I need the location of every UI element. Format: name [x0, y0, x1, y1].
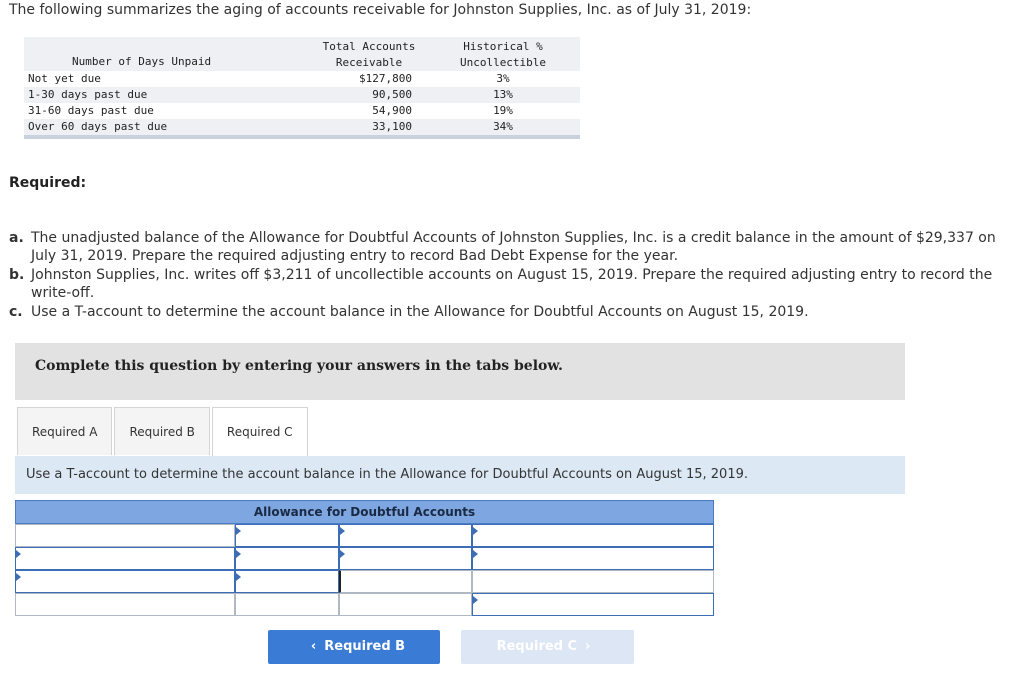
table-row: [24, 103, 580, 119]
t-account-title: Allowance for Doubtful Accounts: [15, 500, 714, 524]
question-letter: b.: [9, 267, 25, 283]
debit-label-input[interactable]: [15, 570, 235, 593]
tab-instruction: Use a T-account to determine the account balance in the Allowance for Doubtful Accounts on August 15, 2019.: [15, 456, 905, 494]
header-pct-line1: Historical %: [463, 40, 543, 53]
header-receivable-line2: Receivable: [335, 56, 403, 69]
question-text: Johnston Supplies, Inc. writes off $3,211 of uncollectible accounts on August 15, 2019. Prepare the required adjusting entry to record the write-off.: [31, 267, 993, 301]
input-marker-icon: [340, 550, 345, 558]
tab-required-b[interactable]: Required B: [114, 407, 209, 455]
question-text: The unadjusted balance of the Allowance for Doubtful Accounts of Johnston Supplies, Inc. is a credit balance in the amount of $29,337 on July 31, 2019. Prepare the required adjusting entry to record Bad Debt Expense for the year.: [31, 230, 996, 264]
credit-amount-cell: [472, 570, 714, 593]
next-button-label: Required C: [496, 639, 578, 654]
balance-date-cell: [339, 593, 472, 616]
row-pct: 19%: [493, 104, 513, 117]
row-days: 31-60 days past due: [28, 104, 154, 117]
balance-credit-input[interactable]: [472, 593, 714, 616]
header-total-receivable: [314, 39, 424, 71]
t-account: [15, 500, 714, 616]
balance-label-cell: [15, 593, 235, 616]
row-pct: 3%: [496, 72, 510, 85]
t-account-row: [15, 547, 714, 570]
row-amount: 33,100: [372, 120, 412, 133]
credit-amount-input[interactable]: [472, 547, 714, 570]
table-row: [24, 119, 580, 135]
row-days: Not yet due: [28, 72, 101, 85]
question-list: [9, 229, 1009, 322]
header-receivable-line1: Total Accounts: [322, 40, 416, 53]
input-marker-icon: [236, 550, 241, 558]
question-letter: a.: [9, 230, 24, 246]
prev-required-b-button[interactable]: [268, 630, 440, 664]
row-amount: 90,500: [372, 88, 412, 101]
input-marker-icon: [236, 573, 241, 581]
credit-date-input[interactable]: [339, 547, 472, 570]
input-marker-icon: [473, 596, 478, 604]
table-row: [24, 87, 580, 103]
question-letter: c.: [9, 304, 23, 320]
debit-label-input[interactable]: [15, 547, 235, 570]
tab-required-c[interactable]: Required C: [212, 407, 308, 457]
balance-debit-cell: [235, 593, 339, 616]
row-amount: 54,900: [372, 104, 412, 117]
aging-table: [24, 37, 580, 139]
row-days: Over 60 days past due: [28, 120, 168, 133]
row-pct: 13%: [493, 88, 513, 101]
next-required-c-button[interactable]: [461, 630, 634, 664]
input-marker-icon: [340, 527, 345, 535]
header-historical-pct: [448, 39, 558, 71]
aging-table-header: [24, 37, 580, 71]
debit-amount-input[interactable]: [235, 570, 339, 593]
input-marker-icon: [473, 527, 478, 535]
intro-text: The following summarizes the aging of accounts receivable for Johnston Supplies, Inc. as of July 31, 2019:: [9, 2, 752, 18]
instructions-banner: Complete this question by entering your answers in the tabs below.: [15, 343, 905, 400]
credit-amount-input[interactable]: [472, 524, 714, 547]
header-pct-line2: Uncollectible: [459, 56, 547, 69]
chevron-right-icon: ›: [585, 639, 591, 654]
table-row: [24, 71, 580, 87]
t-account-row: [15, 524, 714, 547]
tab-required-a[interactable]: Required A: [17, 407, 112, 455]
tab-bar: [17, 407, 310, 457]
question-item: [9, 266, 1009, 302]
row-days: 1-30 days past due: [28, 88, 148, 101]
question-item: [9, 229, 1009, 265]
credit-date-input[interactable]: [339, 524, 472, 547]
row-pct: 34%: [493, 120, 513, 133]
debit-label-cell: [15, 524, 235, 547]
input-marker-icon: [236, 527, 241, 535]
debit-amount-input[interactable]: [235, 547, 339, 570]
required-heading: Required:: [9, 175, 87, 191]
chevron-left-icon: ‹: [310, 639, 317, 654]
debit-amount-input[interactable]: [235, 524, 339, 547]
t-account-row: [15, 593, 714, 616]
prev-button-label: Required B: [324, 639, 406, 654]
header-days-unpaid: Number of Days Unpaid: [72, 55, 212, 68]
question-text: Use a T-account to determine the account balance in the Allowance for Doubtful Accounts on August 15, 2019.: [31, 304, 809, 320]
input-marker-icon: [16, 550, 21, 558]
t-account-row: [15, 570, 714, 593]
input-marker-icon: [16, 573, 21, 581]
credit-date-cell: [339, 570, 472, 593]
input-marker-icon: [473, 550, 478, 558]
question-item: [9, 303, 1009, 321]
row-amount: $127,800: [359, 72, 412, 85]
